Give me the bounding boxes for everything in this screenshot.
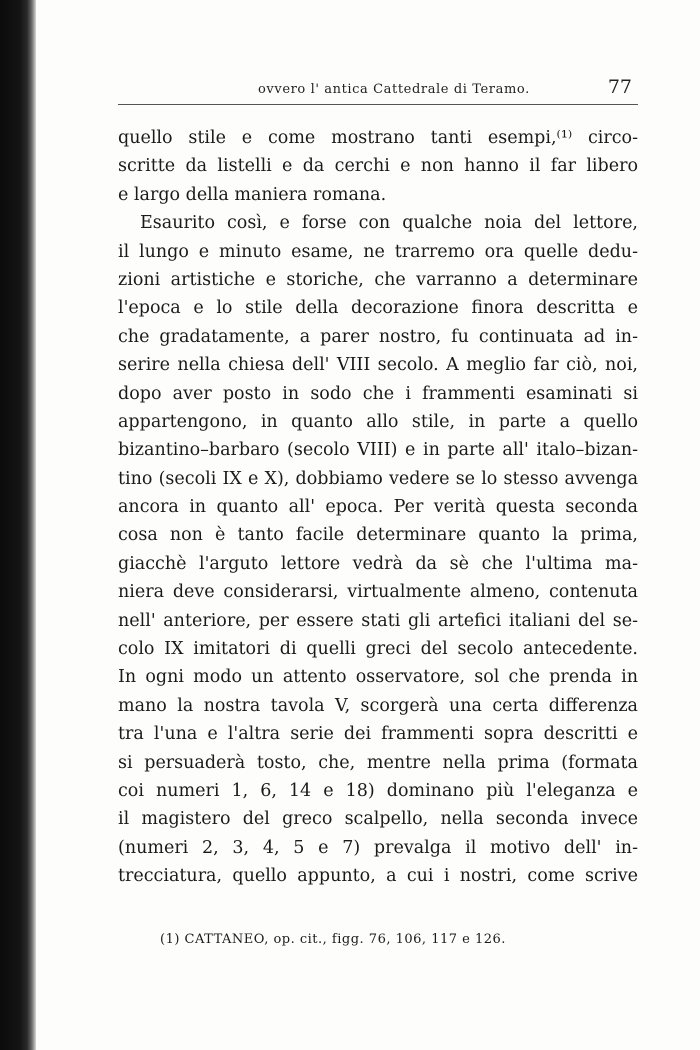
text-line: zioni artistiche e storiche, che varranno a determinare — [118, 269, 638, 290]
text-line: In ogni modo un attento osservatore, sol che prenda in — [118, 667, 638, 688]
page-number: 77 — [607, 76, 632, 98]
text-line: colo IX imitatori di quelli greci del secolo antecedente. — [118, 639, 638, 660]
header-rule — [118, 104, 638, 105]
text-line: il lungo e minuto esame, ne trarremo ora quelle dedu- — [118, 241, 638, 262]
text-line: bizantino–barbaro (secolo VIII) e in parte all' italo–bizan- — [118, 440, 638, 461]
text-line: giacchè l'arguto lettore vedrà da sè che l'ultima ma- — [118, 553, 638, 574]
text-line: niera deve considerarsi, virtualmente almeno, contenuta — [118, 582, 638, 603]
running-title: ovvero l' antica Cattedrale di Teramo. — [258, 82, 530, 97]
text-line: cosa non è tanto facile determinare quanto la prima, — [118, 525, 638, 546]
text-line: serire nella chiesa dell' VIII secolo. A meglio far ciò, noi, — [118, 355, 638, 376]
text-line: dopo aver posto in sodo che i frammenti esaminati si — [118, 383, 638, 404]
body-text — [118, 124, 638, 891]
text-line: tra l'una e l'altra serie dei frammenti sopra descritti e — [118, 724, 638, 745]
running-head — [118, 76, 638, 102]
text-line: ancora in quanto all' epoca. Per verità questa seconda — [118, 497, 638, 518]
text-line: scritte da listelli e da cerchi e non hanno il far libero — [118, 156, 638, 177]
text-line: coi numeri 1, 6, 14 e 18) dominano più l'eleganza e — [118, 780, 638, 801]
text-line: tino (secoli IX e X), dobbiamo vedere se lo stesso avvenga — [118, 468, 638, 489]
text-line: trecciatura, quello appunto, a cui i nostri, come scrive — [118, 866, 638, 887]
text-line: il magistero del greco scalpello, nella seconda invece — [118, 809, 638, 830]
text-line: nell' anteriore, per essere stati gli artefici italiani del se- — [118, 610, 638, 631]
text-line: (numeri 2, 3, 4, 5 e 7) prevalga il motivo dell' in- — [118, 837, 638, 858]
text-line: l'epoca e lo stile della decorazione finora descritta e — [118, 298, 638, 319]
text-line: appartengono, in quanto allo stile, in parte a quello — [118, 411, 638, 432]
book-binding-edge — [0, 0, 36, 1050]
text-line: si persuaderà tosto, che, mentre nella prima (formata — [118, 752, 638, 773]
footnote: (1) CATTANEO, op. cit., figg. 76, 106, 117 e 126. — [160, 932, 506, 947]
text-line: quello stile e come mostrano tanti esempi,⁽¹⁾ circo- — [118, 128, 638, 148]
text-line: e largo della maniera romana. — [118, 184, 387, 205]
text-line: Esaurito così, e forse con qualche noia del lettore, — [140, 213, 638, 234]
text-line: mano la nostra tavola V, scorgerà una certa differenza — [118, 695, 638, 716]
text-line: che gradatamente, a parer nostro, fu continuata ad in- — [118, 326, 638, 347]
